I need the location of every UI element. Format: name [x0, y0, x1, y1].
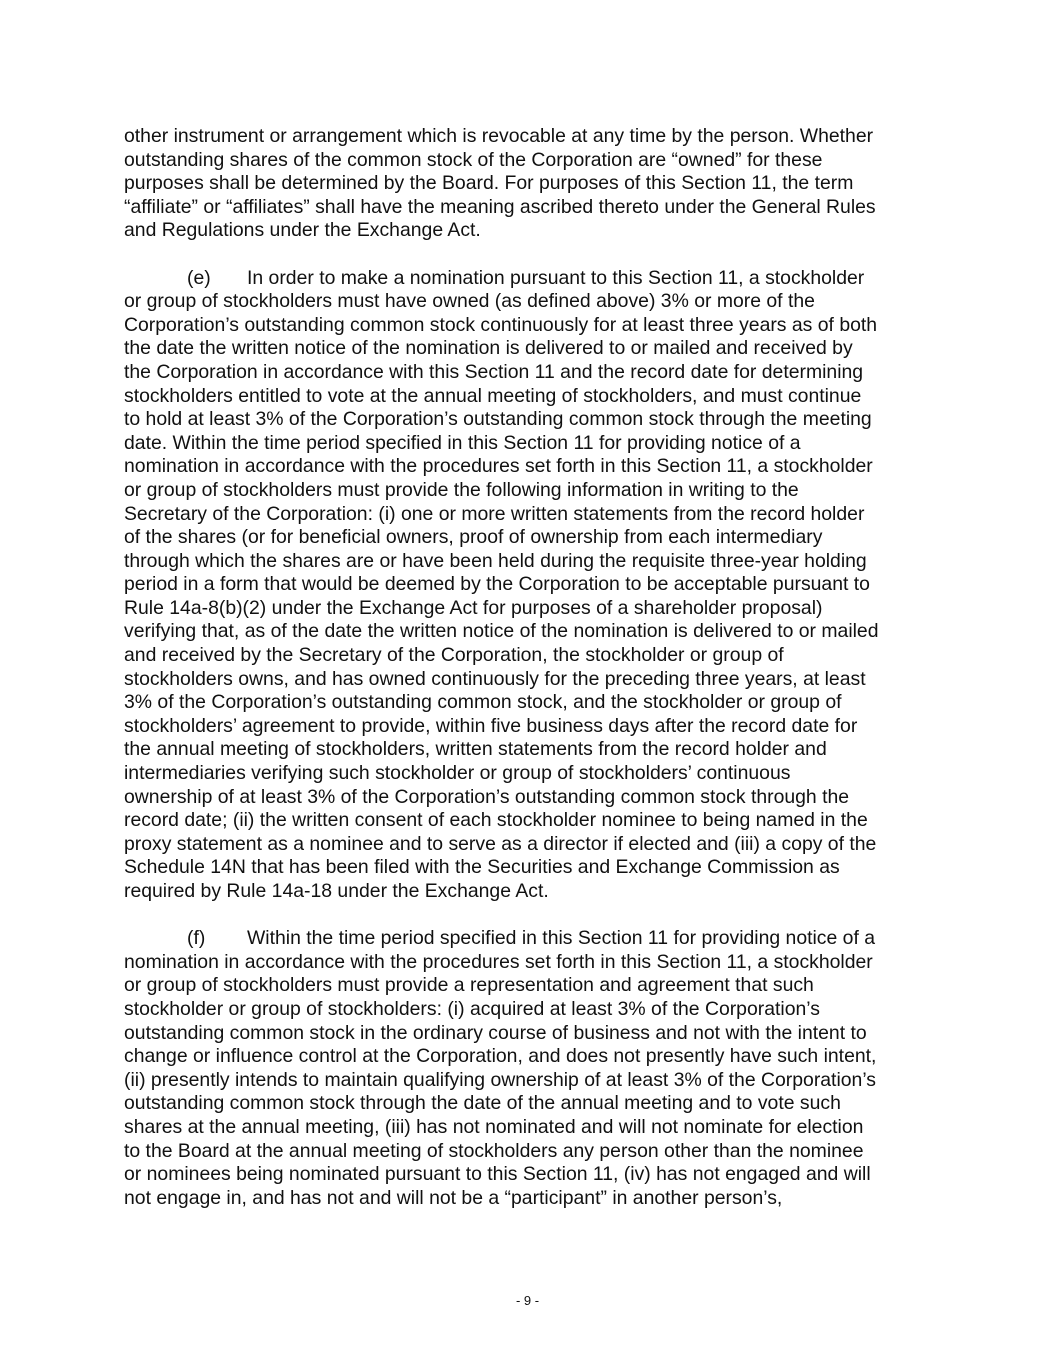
paragraph-text: other instrument or arrangement which is revocable at any time by the person. Whether outstanding shares of the common stock of the Corporation are “owned” for these purposes shall be determined by the Board. For purposes of this Section 11, the term “affiliate” or “affiliates” shall have the meaning ascribed thereto under the General Rules and Regulations under the Exchange Act. — [124, 125, 876, 242]
paragraph-e — [124, 267, 939, 904]
paragraph-text: In order to make a nomination pursuant to this Section 11, a stockholder or group of stockholders must have owned (as defined above) 3% or more of the Corporation’s outstanding common stock continuously for at least three years as of both the date the written notice of the nomination is delivered to or mailed and received by the Corporation in accordance with this Section 11 and the record date for determining stockholders entitled to vote at the annual meeting of stockholders, and must continue to hold at least 3% of the Corporation’s outstanding common stock through the meeting date. Within the time period specified in this Section 11 for providing notice of a nomination in accordance with the procedures set forth in this Section 11, a stockholder or group of stockholders must provide the following information in writing to the Secretary of the Corporation: (i) one or more written statements from the record holder of the shares (or for beneficial owners, proof of ownership from each intermediary through which the shares are or have been held during the requisite three-year holding period in a form that would be deemed by the Corporation to be acceptable pursuant to Rule 14a-8(b)(2) under the Exchange Act for purposes of a shareholder proposal) verifying that, as of the date the written notice of the nomination is delivered to or mailed and received by the Secretary of the Corporation, the stockholder or group of stockholders owns, and has owned continuously for the preceding three years, at least 3% of the Corporation’s outstanding common stock, and the stockholder or group of stockholders’ agreement to provide, within five business days after the record date for the annual meeting of stockholders, written statements from the record holder and intermediaries verifying such stockholder or group of stockholders’ continuous ownership of at least 3% of the Corporation’s outstanding common stock through the record date; (ii) the written consent of each stockholder nominee to being named in the proxy statement as a nominee and to serve as a director if elected and (iii) a copy of the Schedule 14N that has been filed with the Securities and Exchange Commission as required by Rule 14a-18 under the Exchange Act. — [124, 266, 879, 902]
document-page — [124, 125, 939, 1210]
paragraph-continuation — [124, 125, 939, 243]
paragraph-marker: (f) — [187, 927, 206, 950]
paragraph-marker: (e) — [187, 266, 211, 289]
paragraph-f — [124, 927, 939, 1210]
page-number: - 9 - — [515, 1293, 540, 1308]
paragraph-text: Within the time period specified in this Section 11 for providing notice of a nomination in accordance with the procedures set forth in this Section 11, a stockholder or group of stockholders must provide a representation and agreement that such stockholder or group of stockholders: (i) acquired at least 3% of the Corporation’s outstanding common stock in the ordinary course of business and not with the intent to change or influence control at the Corporation, and does not presently have such intent, (ii) presently intends to maintain qualifying ownership of at least 3% of the Corporation’s outstanding common stock through the date of the annual meeting and to vote such shares at the annual meeting, (iii) has not nominated and will not nominate for election to the Board at the annual meeting of stockholders any person other than the nominee or nominees being nominated pursuant to this Section 11, (iv) has not engaged and will not engage in, and has not and will not be a “participant” in another person’s, — [124, 927, 877, 1209]
